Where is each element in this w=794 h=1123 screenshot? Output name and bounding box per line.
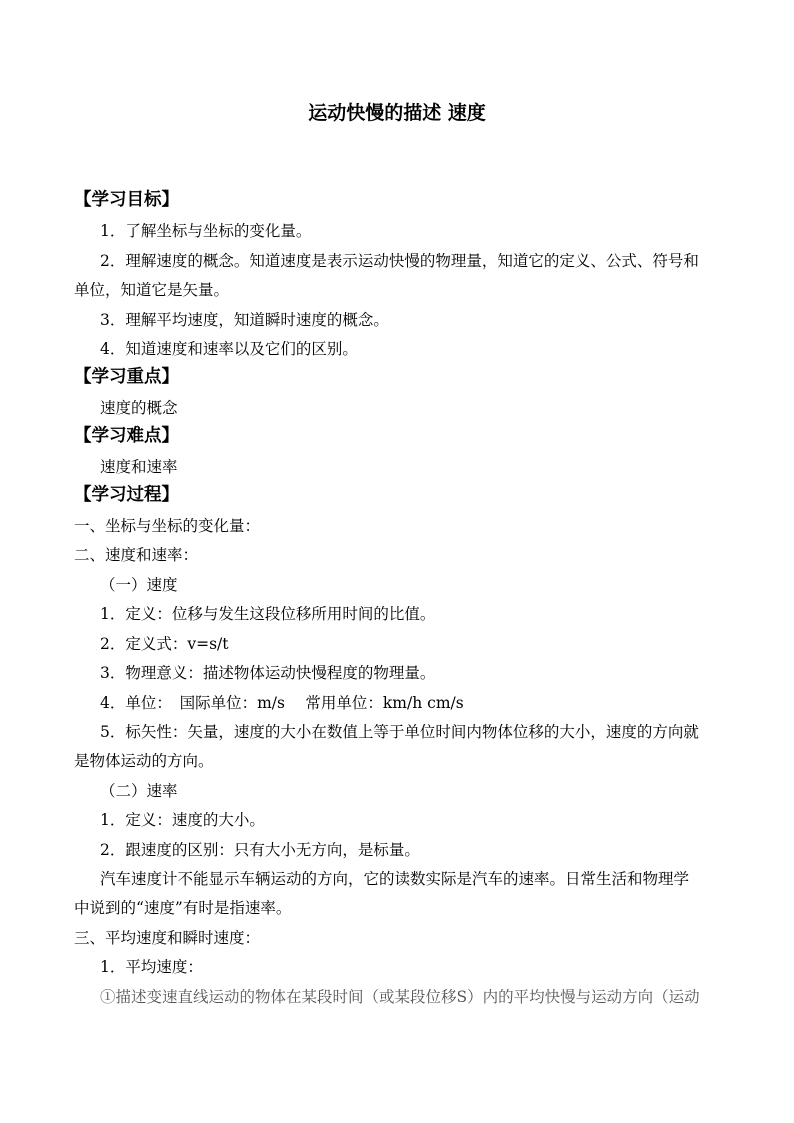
process-line-15: ①描述变速直线运动的物体在某段时间（或某段位移S）内的平均快慢与运动方向（运动 xyxy=(100,988,700,1006)
process-line-10: 1．定义：速度的大小。 xyxy=(100,811,265,829)
process-line-7: 4．单位： 国际单位：m/s 常用单位：km/h cm/s xyxy=(100,694,464,712)
key-heading: 【学习重点】 xyxy=(74,367,179,387)
process-line-12: 汽车速度计不能显示车辆运动的方向，它的读数实际是汽车的速率。日常生活和物理学 xyxy=(100,870,690,888)
difficulty-text: 速度和速率 xyxy=(100,458,178,476)
process-line-5: 2．定义式：v=s/t xyxy=(100,635,229,653)
process-line-8: 5．标矢性：矢量，速度的大小在数值上等于单位时间内物体位移的大小，速度的方向就 xyxy=(100,723,699,741)
process-line-11: 2．跟速度的区别：只有大小无方向，是标量。 xyxy=(100,841,420,859)
process-line-13: 三、平均速度和瞬时速度： xyxy=(74,929,261,947)
process-line-1: 一、坐标与坐标的变化量： xyxy=(74,517,261,535)
goal-item-3: 3．理解平均速度，知道瞬时速度的概念。 xyxy=(100,311,389,329)
goals-heading: 【学习目标】 xyxy=(74,190,179,210)
process-heading: 【学习过程】 xyxy=(74,485,179,505)
difficulty-heading: 【学习难点】 xyxy=(74,426,179,446)
process-line-8-cont: 是物体运动的方向。 xyxy=(74,752,214,770)
goal-item-2: 2．理解速度的概念。知道速度是表示运动快慢的物理量，知道它的定义、公式、符号和 xyxy=(100,252,699,270)
goal-item-4: 4．知道速度和速率以及它们的区别。 xyxy=(100,340,358,358)
goal-item-2-cont: 单位，知道它是矢量。 xyxy=(74,281,230,299)
process-line-3: （一）速度 xyxy=(100,576,178,594)
key-text: 速度的概念 xyxy=(100,399,178,417)
process-line-12-cont: 中说到的“速度”有时是指速率。 xyxy=(74,899,292,917)
page-title: 运动快慢的描述 速度 xyxy=(308,102,486,124)
goal-item-1: 1．了解坐标与坐标的变化量。 xyxy=(100,222,312,240)
process-line-14: 1．平均速度： xyxy=(100,958,203,976)
process-line-9: （二）速率 xyxy=(100,782,178,800)
process-line-4: 1．定义：位移与发生这段位移所用时间的比值。 xyxy=(100,605,436,623)
process-line-2: 二、速度和速率： xyxy=(74,546,199,564)
process-line-6: 3．物理意义：描述物体运动快慢程度的物理量。 xyxy=(100,664,436,682)
